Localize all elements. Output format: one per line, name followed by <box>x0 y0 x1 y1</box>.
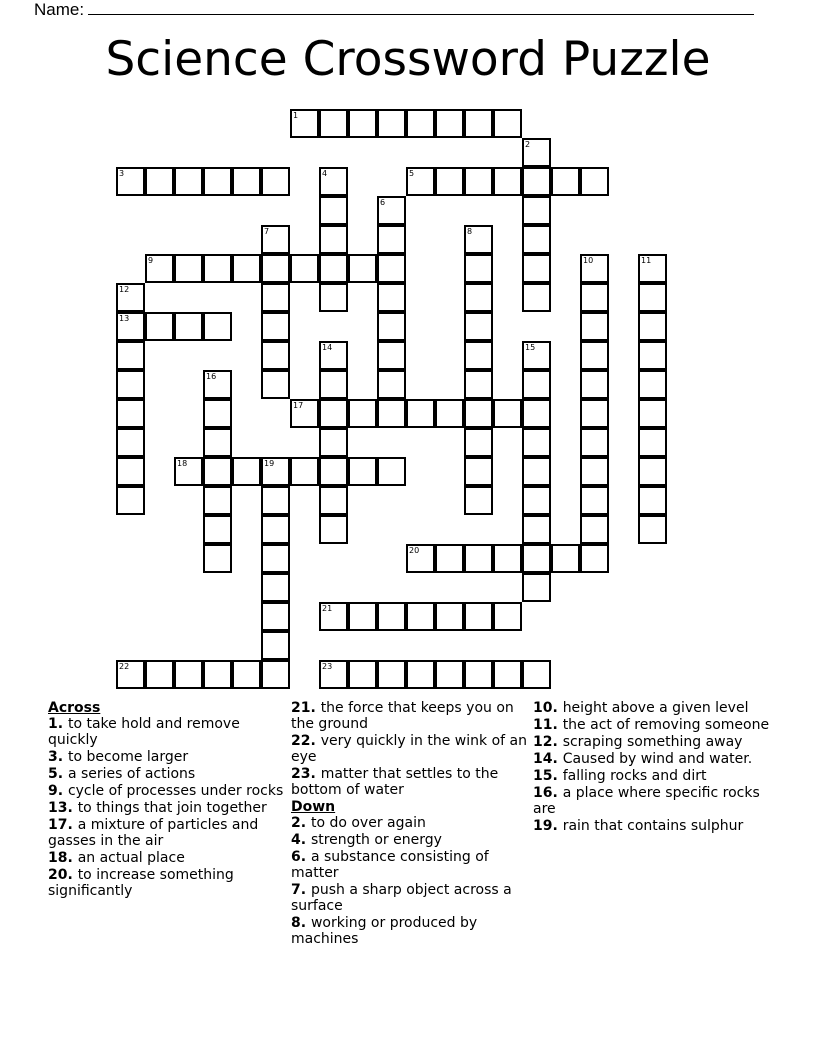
grid-cell[interactable] <box>232 660 261 689</box>
grid-cell[interactable] <box>464 109 493 138</box>
grid-cell[interactable] <box>493 109 522 138</box>
clue-text: to take hold and remove quickly <box>48 716 240 748</box>
grid-cell[interactable] <box>464 283 493 312</box>
grid-cell[interactable] <box>261 283 290 312</box>
clue-number: 21 <box>322 604 333 613</box>
clue-item: 23. matter that settles to the bottom of water <box>291 766 499 798</box>
clue-number: 12 <box>119 285 130 294</box>
grid-cell[interactable] <box>116 428 145 457</box>
grid-cell[interactable] <box>522 660 551 689</box>
clue-number: 23 <box>322 662 333 671</box>
grid-cell[interactable] <box>580 312 609 341</box>
grid-cell[interactable] <box>493 167 522 196</box>
grid-cell[interactable] <box>638 283 667 312</box>
clue-number: 11 <box>641 256 652 265</box>
grid-cell[interactable] <box>464 370 493 399</box>
clue-item: 9. cycle of processes under rocks <box>48 783 284 799</box>
clue-number: 10 <box>583 256 594 265</box>
clue-text: matter that settles to the bottom of water <box>291 766 499 798</box>
grid-cell[interactable] <box>232 254 261 283</box>
grid-cell[interactable] <box>203 515 232 544</box>
grid-cell[interactable] <box>464 602 493 631</box>
grid-cell[interactable] <box>522 486 551 515</box>
clue-text: to increase something significantly <box>48 867 234 899</box>
clue-number: 22 <box>119 662 130 671</box>
grid-cell[interactable] <box>145 254 174 283</box>
grid-cell[interactable] <box>377 196 406 225</box>
grid-cell[interactable] <box>638 399 667 428</box>
grid-cell[interactable] <box>377 109 406 138</box>
clue-item: 21. the force that keeps you on the ground <box>291 700 514 732</box>
grid-cell[interactable] <box>522 341 551 370</box>
clue-text: falling rocks and dirt <box>562 768 707 784</box>
clue-number: 19 <box>533 818 553 834</box>
clue-item: 15. falling rocks and dirt <box>533 768 707 784</box>
grid-cell[interactable] <box>580 544 609 573</box>
clue-number: 9 <box>148 256 154 265</box>
grid-cell[interactable] <box>319 428 348 457</box>
clue-item: 6. a substance consisting of matter <box>291 849 489 881</box>
clue-number: 20 <box>48 867 68 883</box>
grid-cell[interactable] <box>348 254 377 283</box>
down-heading: Down <box>291 799 336 815</box>
grid-cell[interactable] <box>261 573 290 602</box>
grid-cell[interactable] <box>203 167 232 196</box>
grid-cell[interactable] <box>377 341 406 370</box>
grid-cell[interactable] <box>435 399 464 428</box>
clues-column-1 <box>48 700 286 900</box>
grid-cell[interactable] <box>261 544 290 573</box>
grid-cell[interactable] <box>464 225 493 254</box>
clue-number: 23 <box>291 766 311 782</box>
grid-cell[interactable] <box>261 312 290 341</box>
grid-cell[interactable] <box>261 486 290 515</box>
clue-number: 2 <box>525 140 531 149</box>
grid-cell[interactable] <box>638 515 667 544</box>
clue-text: a series of actions <box>67 766 196 782</box>
grid-cell[interactable] <box>377 457 406 486</box>
grid-cell[interactable] <box>203 428 232 457</box>
clue-text: to do over again <box>310 815 426 831</box>
grid-cell[interactable] <box>435 167 464 196</box>
grid-cell[interactable] <box>406 544 435 573</box>
clue-text: Caused by wind and water. <box>562 751 753 767</box>
clue-text: scraping something away <box>562 734 743 750</box>
grid-cell[interactable] <box>580 254 609 283</box>
grid-cell[interactable] <box>377 254 406 283</box>
clue-text: the act of removing someone <box>562 717 770 733</box>
grid-cell[interactable] <box>493 602 522 631</box>
clue-number: 5 <box>409 169 415 178</box>
grid-cell[interactable] <box>580 370 609 399</box>
clue-number: 9 <box>48 783 58 799</box>
grid-cell[interactable] <box>261 631 290 660</box>
grid-cell[interactable] <box>638 428 667 457</box>
clue-number: 7 <box>291 882 301 898</box>
clue-number: 18 <box>48 850 68 866</box>
clue-item: 19. rain that contains sulphur <box>533 818 744 834</box>
name-label: Name: <box>34 0 85 19</box>
grid-cell[interactable] <box>377 225 406 254</box>
clue-number: 8 <box>291 915 301 931</box>
name-field[interactable] <box>34 0 754 20</box>
clue-number: 20 <box>409 546 420 555</box>
clue-text: height above a given level <box>562 700 749 716</box>
clue-item: 22. very quickly in the wink of an eye <box>291 733 527 765</box>
grid-cell[interactable] <box>377 283 406 312</box>
grid-cell[interactable] <box>522 515 551 544</box>
grid-cell[interactable] <box>203 312 232 341</box>
grid-cell[interactable] <box>319 254 348 283</box>
grid-cell[interactable] <box>116 486 145 515</box>
grid-cell[interactable] <box>348 399 377 428</box>
grid-cell[interactable] <box>464 428 493 457</box>
clue-text: a mixture of particles and gasses in the air <box>48 817 259 849</box>
grid-cell[interactable] <box>464 341 493 370</box>
grid-cell[interactable] <box>290 457 319 486</box>
clue-number: 16 <box>533 785 553 801</box>
clue-number: 4 <box>291 832 301 848</box>
grid-cell[interactable] <box>348 457 377 486</box>
clue-number: 15 <box>533 768 553 784</box>
grid-cell[interactable] <box>638 254 667 283</box>
grid-cell[interactable] <box>493 399 522 428</box>
clue-item: 8. working or produced by machines <box>291 915 478 947</box>
grid-cell[interactable] <box>348 109 377 138</box>
grid-cell[interactable] <box>290 109 319 138</box>
grid-cell[interactable] <box>464 312 493 341</box>
grid-cell[interactable] <box>261 225 290 254</box>
clue-text: working or produced by machines <box>291 915 478 947</box>
grid-cell[interactable] <box>319 109 348 138</box>
grid-cell[interactable] <box>522 283 551 312</box>
grid-cell[interactable] <box>435 602 464 631</box>
grid-cell[interactable] <box>290 254 319 283</box>
grid-cell[interactable] <box>638 312 667 341</box>
clue-number: 3 <box>119 169 125 178</box>
grid-cell[interactable] <box>551 544 580 573</box>
clue-item: 5. a series of actions <box>48 766 196 782</box>
grid-cell[interactable] <box>116 341 145 370</box>
clue-number: 7 <box>264 227 270 236</box>
grid-cell[interactable] <box>348 602 377 631</box>
grid-cell[interactable] <box>145 167 174 196</box>
grid-cell[interactable] <box>232 167 261 196</box>
grid-cell[interactable] <box>319 457 348 486</box>
grid-cell[interactable] <box>116 283 145 312</box>
grid-cell[interactable] <box>261 254 290 283</box>
clue-number: 17 <box>48 817 68 833</box>
grid-cell[interactable] <box>116 457 145 486</box>
grid-cell[interactable] <box>522 138 551 167</box>
grid-cell[interactable] <box>493 660 522 689</box>
clue-number: 13 <box>119 314 130 323</box>
grid-cell[interactable] <box>435 544 464 573</box>
grid-cell[interactable] <box>377 312 406 341</box>
name-line[interactable] <box>88 0 754 15</box>
clues-column-2 <box>291 700 529 948</box>
grid-cell[interactable] <box>348 660 377 689</box>
grid-cell[interactable] <box>580 283 609 312</box>
clue-text: the force that keeps you on the ground <box>291 700 514 732</box>
grid-cell[interactable] <box>203 486 232 515</box>
grid-cell[interactable] <box>319 283 348 312</box>
clue-text: to become larger <box>67 749 189 765</box>
grid-cell[interactable] <box>522 254 551 283</box>
grid-cell[interactable] <box>493 544 522 573</box>
grid-cell[interactable] <box>261 167 290 196</box>
clue-number: 6 <box>380 198 386 207</box>
grid-cell[interactable] <box>174 312 203 341</box>
grid-cell[interactable] <box>203 544 232 573</box>
grid-cell[interactable] <box>116 167 145 196</box>
clue-number: 11 <box>533 717 553 733</box>
clue-item: 17. a mixture of particles and gasses in the air <box>48 817 259 849</box>
grid-cell[interactable] <box>319 602 348 631</box>
clue-item: 18. an actual place <box>48 850 185 866</box>
across-heading: Across <box>48 700 101 716</box>
grid-cell[interactable] <box>319 196 348 225</box>
grid-cell[interactable] <box>116 370 145 399</box>
grid-cell[interactable] <box>580 457 609 486</box>
grid-cell[interactable] <box>464 167 493 196</box>
clue-number: 6 <box>291 849 301 865</box>
grid-cell[interactable] <box>464 399 493 428</box>
grid-cell[interactable] <box>203 660 232 689</box>
page-title: Science Crossword Puzzle <box>105 32 711 87</box>
grid-cell[interactable] <box>261 660 290 689</box>
grid-cell[interactable] <box>174 457 203 486</box>
clue-text: very quickly in the wink of an eye <box>291 733 527 765</box>
clue-item: 16. a place where specific rocks are <box>533 785 760 817</box>
clue-item: 3. to become larger <box>48 749 189 765</box>
grid-cell[interactable] <box>522 167 551 196</box>
clue-item: 20. to increase something significantly <box>48 867 234 899</box>
clue-number: 3 <box>48 749 58 765</box>
clue-number: 21 <box>291 700 311 716</box>
grid-cell[interactable] <box>261 370 290 399</box>
grid-cell[interactable] <box>377 660 406 689</box>
grid-cell[interactable] <box>522 457 551 486</box>
clue-item: 10. height above a given level <box>533 700 749 716</box>
grid-cell[interactable] <box>145 660 174 689</box>
clue-item: 7. push a sharp object across a surface <box>291 882 512 914</box>
grid-cell[interactable] <box>319 399 348 428</box>
grid-cell[interactable] <box>377 370 406 399</box>
clue-text: cycle of processes under rocks <box>67 783 284 799</box>
grid-cell[interactable] <box>261 515 290 544</box>
grid-cell[interactable] <box>522 196 551 225</box>
grid-cell[interactable] <box>522 573 551 602</box>
clue-number: 2 <box>291 815 301 831</box>
grid-cell[interactable] <box>319 515 348 544</box>
clue-number: 14 <box>533 751 553 767</box>
clue-text: strength or energy <box>310 832 442 848</box>
clue-item: 1. to take hold and remove quickly <box>48 716 240 748</box>
clue-item: 12. scraping something away <box>533 734 743 750</box>
grid-cell[interactable] <box>580 341 609 370</box>
clue-text: rain that contains sulphur <box>562 818 744 834</box>
clues-column-3 <box>533 700 771 835</box>
grid-cell[interactable] <box>319 486 348 515</box>
grid-cell[interactable] <box>261 602 290 631</box>
clue-number: 19 <box>264 459 275 468</box>
clue-text: to things that join together <box>77 800 267 816</box>
clue-number: 8 <box>467 227 473 236</box>
clue-text: push a sharp object across a surface <box>291 882 512 914</box>
grid-cell[interactable] <box>319 225 348 254</box>
grid-cell[interactable] <box>522 399 551 428</box>
clue-item: 11. the act of removing someone <box>533 717 770 733</box>
clue-number: 16 <box>206 372 217 381</box>
grid-cell[interactable] <box>580 486 609 515</box>
grid-cell[interactable] <box>174 254 203 283</box>
grid-cell[interactable] <box>580 399 609 428</box>
clue-number: 1 <box>293 111 299 120</box>
grid-cell[interactable] <box>406 602 435 631</box>
clue-item: 13. to things that join together <box>48 800 267 816</box>
clue-text: an actual place <box>77 850 185 866</box>
clue-number: 4 <box>322 169 328 178</box>
grid-cell[interactable] <box>290 399 319 428</box>
grid-cell[interactable] <box>522 225 551 254</box>
clue-text: a place where specific rocks are <box>533 785 760 817</box>
clue-item: 14. Caused by wind and water. <box>533 751 753 767</box>
grid-cell[interactable] <box>116 312 145 341</box>
grid-cell[interactable] <box>116 399 145 428</box>
grid-cell[interactable] <box>377 602 406 631</box>
grid-cell[interactable] <box>261 341 290 370</box>
clue-number: 5 <box>48 766 58 782</box>
grid-cell[interactable] <box>638 486 667 515</box>
grid-cell[interactable] <box>116 660 145 689</box>
grid-cell[interactable] <box>638 457 667 486</box>
clue-text: a substance consisting of matter <box>291 849 489 881</box>
grid-cell[interactable] <box>638 370 667 399</box>
grid-cell[interactable] <box>203 254 232 283</box>
grid-cell[interactable] <box>174 660 203 689</box>
grid-cell[interactable] <box>464 254 493 283</box>
clue-item: 4. strength or energy <box>291 832 442 848</box>
clue-number: 22 <box>291 733 311 749</box>
grid-cell[interactable] <box>406 109 435 138</box>
grid-cell[interactable] <box>319 167 348 196</box>
clue-item: 2. to do over again <box>291 815 426 831</box>
grid-cell[interactable] <box>319 660 348 689</box>
grid-cell[interactable] <box>551 167 580 196</box>
clue-number: 15 <box>525 343 536 352</box>
grid-cell[interactable] <box>522 428 551 457</box>
clue-number: 18 <box>177 459 188 468</box>
grid-cell[interactable] <box>464 660 493 689</box>
grid-cell[interactable] <box>232 457 261 486</box>
clue-number: 13 <box>48 800 68 816</box>
grid-cell[interactable] <box>580 515 609 544</box>
grid-cell[interactable] <box>406 167 435 196</box>
grid-cell[interactable] <box>319 341 348 370</box>
clue-number: 12 <box>533 734 553 750</box>
grid-cell[interactable] <box>261 457 290 486</box>
grid-cell[interactable] <box>580 428 609 457</box>
grid-cell[interactable] <box>203 457 232 486</box>
grid-cell[interactable] <box>464 544 493 573</box>
grid-cell[interactable] <box>435 109 464 138</box>
grid-cell[interactable] <box>145 312 174 341</box>
clue-number: 10 <box>533 700 553 716</box>
grid-cell[interactable] <box>203 399 232 428</box>
clue-number: 1 <box>48 716 58 732</box>
clue-number: 14 <box>322 343 333 352</box>
grid-cell[interactable] <box>174 167 203 196</box>
grid-cell[interactable] <box>203 370 232 399</box>
grid-cell[interactable] <box>580 167 609 196</box>
grid-cell[interactable] <box>406 660 435 689</box>
grid-cell[interactable] <box>435 660 464 689</box>
grid-cell[interactable] <box>464 486 493 515</box>
grid-cell[interactable] <box>464 457 493 486</box>
grid-cell[interactable] <box>406 399 435 428</box>
grid-cell[interactable] <box>377 399 406 428</box>
grid-cell[interactable] <box>522 544 551 573</box>
grid-cell[interactable] <box>319 370 348 399</box>
clue-number: 17 <box>293 401 304 410</box>
grid-cell[interactable] <box>522 370 551 399</box>
grid-cell[interactable] <box>638 341 667 370</box>
